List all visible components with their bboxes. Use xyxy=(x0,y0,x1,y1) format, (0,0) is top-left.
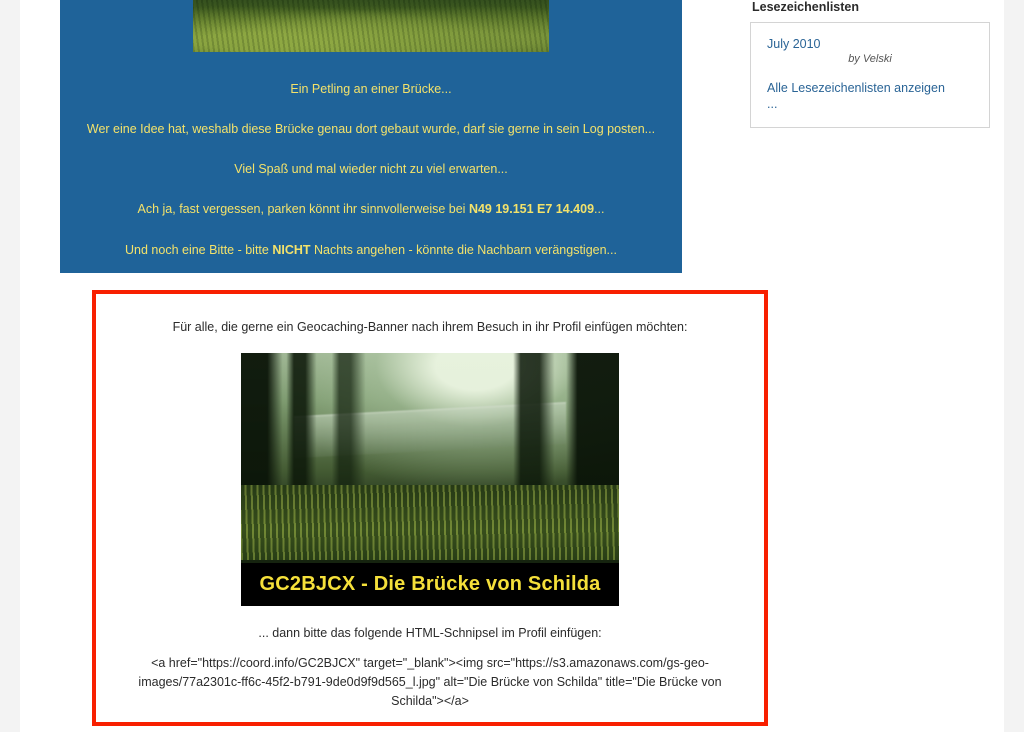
banner-html-snippet: <a href="https://coord.info/GC2BJCX" target="_blank"><img src="https://s3.amazonaws.com/gs-geo-images/77a2301c-ff6c-45f2-b791-9de0d9f9d565_l.jpg" alt="Die Brücke von Schilda" title="Die Brücke von Schilda"></a> xyxy=(138,656,722,708)
listing-line-5 xyxy=(74,241,668,259)
listing-line-4-tail: ... xyxy=(594,202,605,217)
listing-parking-coords: N49 19.151 E7 14.409 xyxy=(468,202,595,217)
banner-image-caption: GC2BJCX - Die Brücke von Schilda xyxy=(241,563,619,606)
listing-line-5-tail: Nachts angehen - könnte die Nachbarn verängstigen... xyxy=(310,242,617,257)
content-sheet xyxy=(20,0,1004,732)
bookmark-lists-ellipsis: ... xyxy=(767,97,778,111)
listing-line-3: Viel Spaß und mal wieder nicht zu viel erwarten... xyxy=(234,162,508,177)
listing-line-4-text: Ach ja, fast vergessen, parken könnt ihr sinnvollerweise bei xyxy=(137,202,469,217)
listing-line-5-emphasis: NICHT xyxy=(272,242,311,257)
view-all-bookmark-lists-link[interactable]: Alle Lesezeichenlisten anzeigen xyxy=(767,81,945,95)
listing-photo xyxy=(193,0,549,52)
listing-line-1: Ein Petling an einer Brücke... xyxy=(290,82,452,96)
banner-image xyxy=(241,353,619,606)
bookmark-lists-card xyxy=(750,22,990,128)
photo-grass-texture xyxy=(193,0,549,52)
listing-blue-block xyxy=(60,0,682,273)
sidebar-heading-bookmark-lists: Lesezeichenlisten xyxy=(752,0,859,14)
banner-snippet-box xyxy=(92,290,768,726)
bookmark-list-link-july-2010[interactable]: July 2010 xyxy=(767,37,821,51)
banner-image-grass xyxy=(241,485,619,561)
banner-intro-text: Für alle, die gerne ein Geocaching-Banner nach ihrem Besuch in ihr Profil einfügen möchten: xyxy=(172,320,688,334)
sidebar xyxy=(750,0,992,128)
cache-description-column xyxy=(60,0,722,708)
listing-line-2: Wer eine Idee hat, weshalb diese Brücke genau dort gebaut wurde, darf sie gerne in sein Log posten... xyxy=(86,122,656,137)
banner-hint-text: ... dann bitte das folgende HTML-Schnipsel im Profil einfügen: xyxy=(258,626,602,640)
listing-line-5-text: Und noch eine Bitte - bitte xyxy=(125,242,273,257)
bookmark-list-owner: by Velski xyxy=(848,53,892,65)
listing-line-4 xyxy=(74,200,668,218)
